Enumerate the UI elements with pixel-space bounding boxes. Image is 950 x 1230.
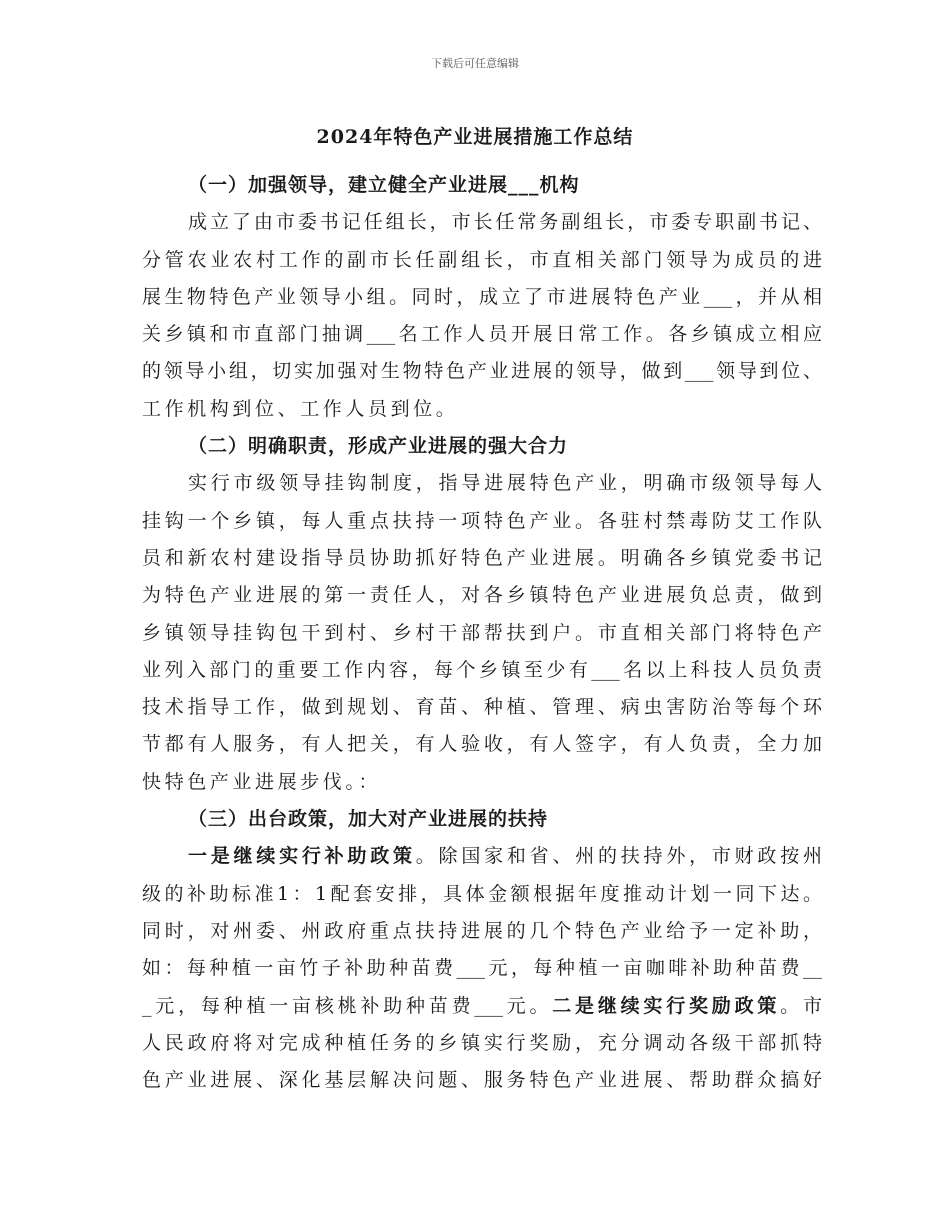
paragraph-line: 乡镇领导挂钩包干到村、乡村干部帮扶到户。市直相关部门将特色产 — [142, 621, 822, 644]
paragraph-line: 业列入部门的重要工作内容，每个乡镇至少有___名以上科技人员负责 — [142, 658, 822, 681]
paragraph-line: 人民政府将对完成种植任务的乡镇实行奖励，充分调动各级干部抓特 — [142, 1031, 822, 1054]
paragraph-line: 分管农业农村工作的副市长任副组长，市直相关部门领导为成员的进 — [142, 248, 822, 271]
paragraph-line: 员和新农村建设指导员协助抓好特色产业进展。明确各乡镇党委书记 — [142, 546, 822, 569]
document-title: 2024年特色产业进展措施工作总结 — [316, 126, 634, 148]
paragraph-line: 展生物特色产业领导小组。同时，成立了市进展特色产业___，并从相 — [142, 285, 822, 308]
paragraph-line: 关乡镇和市直部门抽调___名工作人员开展日常工作。各乡镇成立相应 — [142, 323, 822, 346]
paragraph-line: 为特色产业进展的第一责任人，对各乡镇特色产业进展负总责，做到 — [142, 584, 822, 607]
paragraph-line: 色产业进展、深化基层解决问题、服务特色产业进展、帮助群众搞好 — [142, 1069, 822, 1092]
paragraph-text: 。市 — [780, 994, 822, 1017]
policy-label-reward: 二是继续实行奖励政策 — [552, 994, 781, 1017]
paragraph-line — [142, 838, 822, 875]
paragraph-line: 同时，对州委、州政府重点扶持进展的几个特色产业给予一定补助， — [142, 919, 822, 942]
policy-label-subsidy: 一是继续实行补助政策 — [188, 845, 416, 868]
section-heading-1: （一）加强领导，建立健全产业进展___机构 — [188, 174, 580, 196]
paragraph-text: 。除国家和省、州的扶持外，市财政按州 — [415, 845, 822, 868]
paragraph-line: 节都有人服务，有人把关，有人验收，有人签字，有人负责，全力加 — [142, 733, 822, 756]
paragraph-line: 成立了由市委书记任组长，市长任常务副组长，市委专职副书记、 — [188, 211, 822, 234]
paragraph-text: _元，每种植一亩核桃补助种苗费___元。 — [142, 994, 553, 1017]
paragraph-line: 如：每种植一亩竹子补助种苗费___元，每种植一亩咖啡补助种苗费__ — [142, 957, 822, 980]
paragraph-line: 技术指导工作，做到规划、育苗、种植、管理、病虫害防治等每个环 — [142, 696, 822, 719]
paragraph-line: 级的补助标准1：1配套安排，具体金额根据年度推动计划一同下达。 — [142, 882, 822, 905]
header-note: 下载后可任意编辑 — [431, 57, 519, 70]
paragraph-line: 实行市级领导挂钩制度，指导进展特色产业，明确市级领导每人 — [188, 472, 822, 495]
paragraph-line: 工作机构到位、工作人员到位。 — [142, 397, 459, 420]
paragraph-line — [142, 988, 822, 1025]
section-heading-3: （三）出台政策，加大对产业进展的扶持 — [188, 808, 549, 831]
document-body — [142, 167, 822, 1099]
paragraph-line: 的领导小组，切实加强对生物特色产业进展的领导，做到___领导到位、 — [142, 360, 822, 383]
paragraph-line: 快特色产业进展步伐。： — [142, 770, 382, 793]
section-heading-2: （二）明确职责，形成产业进展的强大合力 — [188, 435, 569, 458]
paragraph-line: 挂钩一个乡镇，每人重点扶持一项特色产业。各驻村禁毒防艾工作队 — [142, 509, 822, 532]
